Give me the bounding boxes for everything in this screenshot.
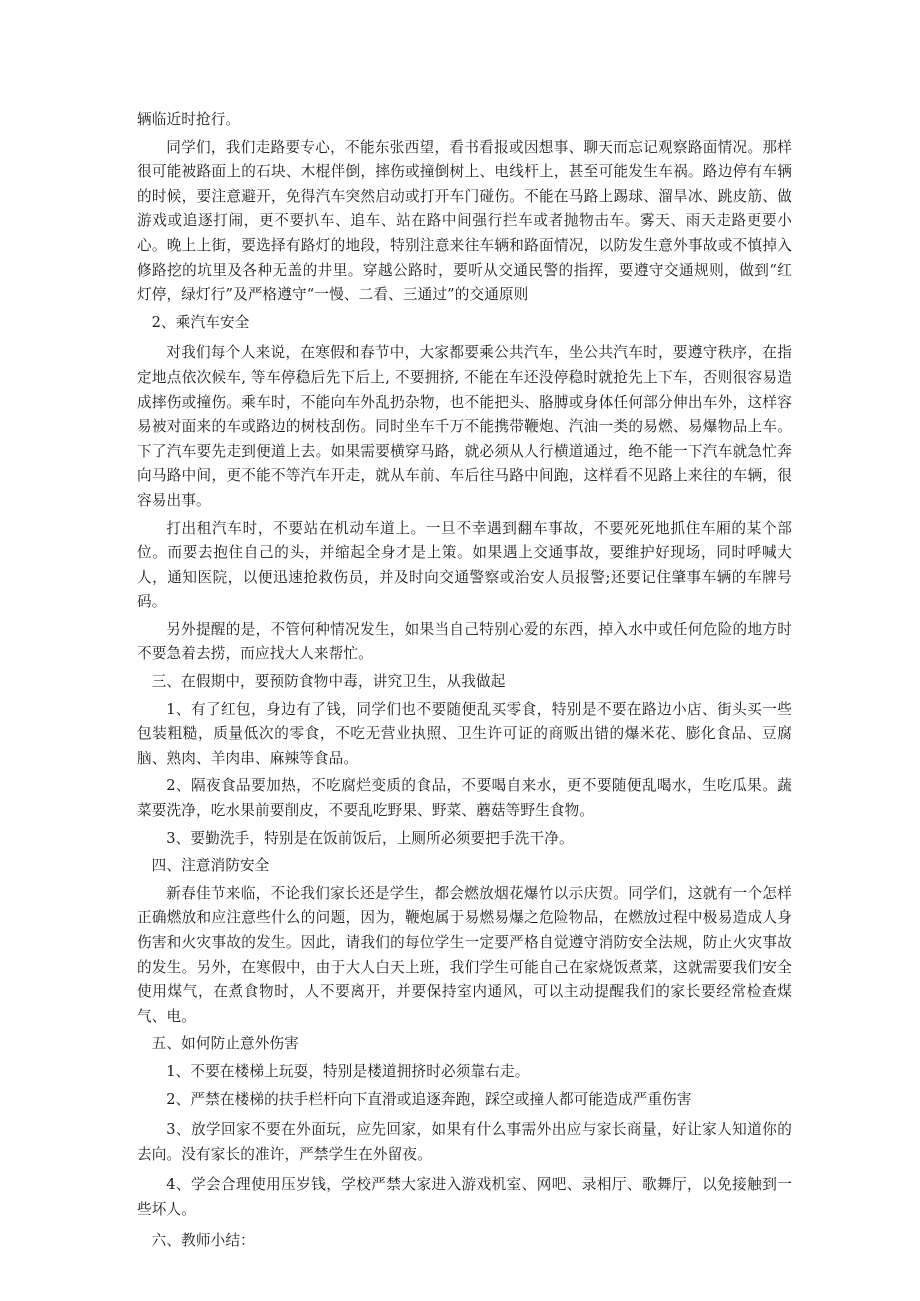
paragraph-walking-safety: 同学们，我们走路要专心，不能东张西望，看书看报或因想事、聊天而忘记观察路面情况。那样很可能被路面上的石块、木棍伴倒，摔伤或撞倒树上、电线杆上，甚至可能发生车祸。路边停有车辆的时候，要注意避开，免得汽车突然启动或打开车门碰伤。不能在马路上踢球、溜旱冰、跳皮筋、做游戏或追逐打闹，更不要扒车、追车、站在路中间强行拦车或者抛物击车。雾天、雨天走路更要小心。晚上上街，要选择有路灯的地段，特别注意来往车辆和路面情况，以防发生意外事故或不慎掉入修路挖的坑里及各种无盖的井里。穿越公路时，要听从交通民警的指挥，要遵守交通规则，做到“红灯停，绿灯行”及严格遵守“一慢、二看、三通过”的交通原则 xyxy=(137,138,792,304)
paragraph-injury-4: 4、学会合理使用压岁钱，学校严禁大家进入游戏机室、网吧、录相厅、歌舞厅，以免接触到一些坏人。 xyxy=(137,1176,792,1218)
heading-fire-safety: 四、注意消防安全 xyxy=(151,857,270,875)
paragraph-continuation: 辆临近时抢行。 xyxy=(137,111,241,128)
paragraph-bus-riding: 对我们每个人来说，在寒假和春节中，大家都要乘公共汽车，坐公共汽车时，要遵守秩序，在指定地点依次候车, 等车停稳后先下后上, 不要拥挤, 不能在车还没停稳时就抢先上下车，否则很容易造成摔伤或撞伤。乘车时，不能向车外乱扔杂物，也不能把头、胳膊或身体任何部分伸出车外，这样容易被对面来的车或路边的树枝刮伤。同时坐车千万不能携带鞭炮、汽油一类的易燃、易爆物品上车。下了汽车要先走到便道上去。如果需要横穿马路，就必须从人行横道通过，绝不能一下汽车就急忙奔向马路中间，更不能不等汽车开走，就从车前、车后往马路中间跑，这样看不见路上来往的车辆，很容易出事。 xyxy=(137,344,792,509)
paragraph-food-1: 1、有了红包，身边有了钱，同学们也不要随便乱买零食，特别是不要在路边小店、街头买一些包装粗糙，质量低次的零食，不吃无营业执照、卫生许可证的商贩出错的爆米花、膨化食品、豆腐脑、熟肉、羊肉串、麻辣等食品。 xyxy=(137,700,792,767)
paragraph-fire: 新春佳节来临，不论我们家长还是学生，都会燃放烟花爆竹以示庆贺。同学们，这就有一个怎样正确燃放和应注意些什么的问题，因为，鞭炮属于易燃易爆之危险物品，在燃放过程中极易造成人身伤害和火灾事故的发生。因此，请我们的每位学生一定要严格自觉遵守消防安全法规，防止火灾事故的发生。另外，在寒假中，由于大人白天上班，我们学生可能自己在家烧饭煮菜，这就需要我们安全使用煤气，在煮食物时，人不要离开，并要保持室内通风，可以主动提醒我们的家长要经常检查煤气、电。 xyxy=(137,884,792,1025)
paragraph-food-3: 3、要勤洗手，特别是在饭前饭后，上厕所必须要把手洗干净。 xyxy=(166,829,574,847)
heading-bus-safety: 2、乘汽车安全 xyxy=(151,313,250,331)
paragraph-injury-3: 3、放学回家不要在外面玩，应先回家，如果有什么事需外出应与家长商量，好让家人知道你的去向。没有家长的准许，严禁学生在外留夜。 xyxy=(137,1121,792,1163)
heading-injury-prevention: 五、如何防止意外伤害 xyxy=(151,1035,300,1053)
paragraph-reminder: 另外提醒的是，不管何种情况发生，如果当自己特别心爱的东西，掉入水中或任何危险的地方时不要急着去捞，而应找大人来帮忙。 xyxy=(137,620,792,663)
heading-teacher-summary: 六、教师小结： xyxy=(151,1231,255,1249)
paragraph-taxi: 打出租汽车时，不要站在机动车道上。一旦不幸遇到翻车事故，不要死死地抓住车厢的某个部位。而要去抱住自己的头，并缩起全身才是上策。如果遇上交通事故，要维护好现场，同时呼喊大人，通知医院，以便迅速抢救伤员，并及时向交通警察或治安人员报警;还要记住肇事车辆的车牌号码。 xyxy=(137,519,792,611)
paragraph-injury-2: 2、严禁在楼梯的扶手栏杆向下直滑或追逐奔跑，踩空或撞人都可能造成严重伤害 xyxy=(166,1090,692,1108)
document-body xyxy=(137,108,792,1256)
paragraph-food-2: 2、隔夜食品要加热，不吃腐烂变质的食品，不要喝自来水，更不要随便乱喝水，生吃瓜果。蔬菜要洗净，吃水果前要削皮，不要乱吃野果、野菜、蘑菇等野生食物。 xyxy=(137,777,792,820)
paragraph-injury-1: 1、不要在楼梯上玩耍，特别是楼道拥挤时必须靠右走。 xyxy=(166,1062,530,1080)
heading-food-safety: 三、在假期中，要预防食物中毒，讲究卫生，从我做起 xyxy=(151,673,506,691)
